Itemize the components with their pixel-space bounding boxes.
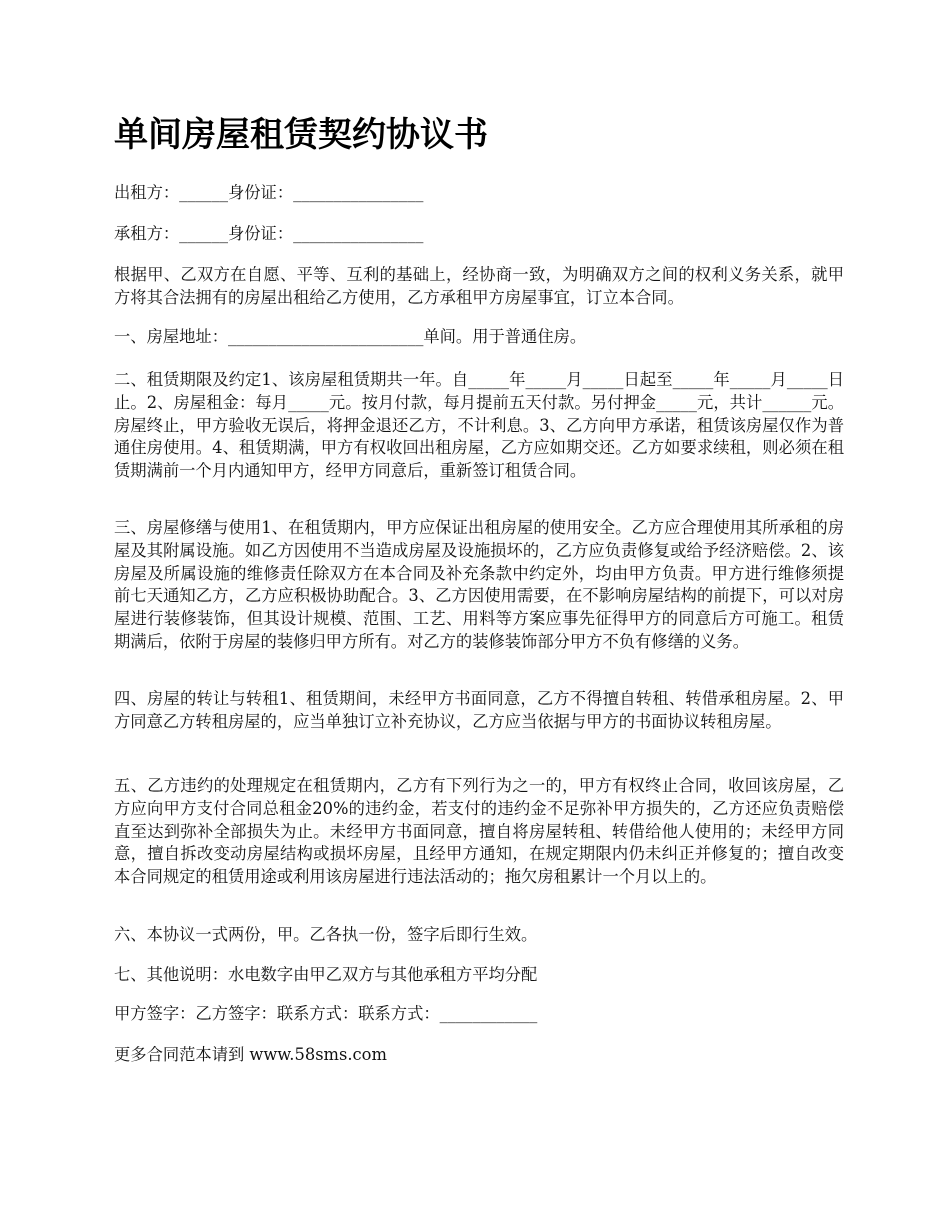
clause-5-breach: 五、乙方违约的处理规定在租赁期内，乙方有下列行为之一的，甲方有权终止合同，收回该房屋，乙方应向甲方支付合同总租金20%的违约金，若支付的违约金不足弥补甲方损失的，乙方还应负责赔偿直至达到弥补全部损失为止。未经甲方书面同意，擅自将房屋转租、转借给他人使用的；未经甲方同意，擅自拆改变动房屋结构或损坏房屋，且经甲方通知，在规定期限内仍未纠正并修复的；擅自改变本合同规定的租赁用途或利用该房屋进行违法活动的；拖欠房租累计一个月以上的。 bbox=[114, 776, 844, 887]
lessee-line: 承租方：______身份证：________________ bbox=[114, 224, 424, 243]
footer-note: 更多合同范本请到 www.58sms.com bbox=[114, 1045, 387, 1064]
document-title: 单间房屋租赁契约协议书 bbox=[114, 115, 488, 155]
signature-line: 甲方签字：乙方签字：联系方式：联系方式：____________ bbox=[114, 1004, 538, 1023]
preamble-paragraph: 根据甲、乙双方在自愿、平等、互利的基础上，经协商一致，为明确双方之间的权利义务关系，就甲方将其合法拥有的房屋出租给乙方使用，乙方承租甲方房屋事宜，订立本合同。 bbox=[114, 265, 844, 307]
clause-6-copies: 六、本协议一式两份，甲。乙各执一份，签字后即行生效。 bbox=[114, 925, 538, 944]
clause-4-sublease: 四、房屋的转让与转租1、租赁期间，未经甲方书面同意，乙方不得擅自转租、转借承租房屋。2、甲方同意乙方转租房屋的，应当单独订立补充协议，乙方应当依据与甲方的书面协议转租房屋。 bbox=[114, 689, 844, 731]
clause-7-other: 七、其他说明：水电数字由甲乙双方与其他承租方平均分配 bbox=[114, 965, 538, 984]
clause-3-repair: 三、房屋修缮与使用1、在租赁期内，甲方应保证出租房屋的使用安全。乙方应合理使用其所承租的房屋及其附属设施。如乙方因使用不当造成房屋及设施损坏的，乙方应负责修复或给予经济赔偿。2、该房屋及所属设施的维修责任除双方在本合同及补充条款中约定外，均由甲方负责。甲方进行维修须提前七天通知乙方，乙方应积极协助配合。3、乙方因使用需要，在不影响房屋结构的前提下，可以对房屋进行装修装饰，但其设计规模、范围、工艺、用料等方案应事先征得甲方的同意后方可施工。租赁期满后，依附于房屋的装修归甲方所有。对乙方的装修装饰部分甲方不负有修缮的义务。 bbox=[114, 518, 844, 651]
clause-1-address: 一、房屋地址：________________________单间。用于普通住房。 bbox=[114, 327, 587, 346]
lessor-line: 出租方：______身份证：________________ bbox=[114, 183, 424, 202]
clause-2-term: 二、租赁期限及约定1、该房屋租赁期共一年。自_____年_____月_____日起至_____年_____月_____日止。2、房屋租金：每月_____元。按月付款，每月提前五天付款。另付押金_____元，共计______元。房屋终止，甲方验收无误后，将押金退还乙方，不计利息。3、乙方向甲方承诺，租赁该房屋仅作为普通住房使用。4、租赁期满，甲方有权收回出租房屋，乙方应如期交还。乙方如要求续租，则必须在租赁期满前一个月内通知甲方，经甲方同意后，重新签订租赁合同。 bbox=[114, 370, 844, 481]
